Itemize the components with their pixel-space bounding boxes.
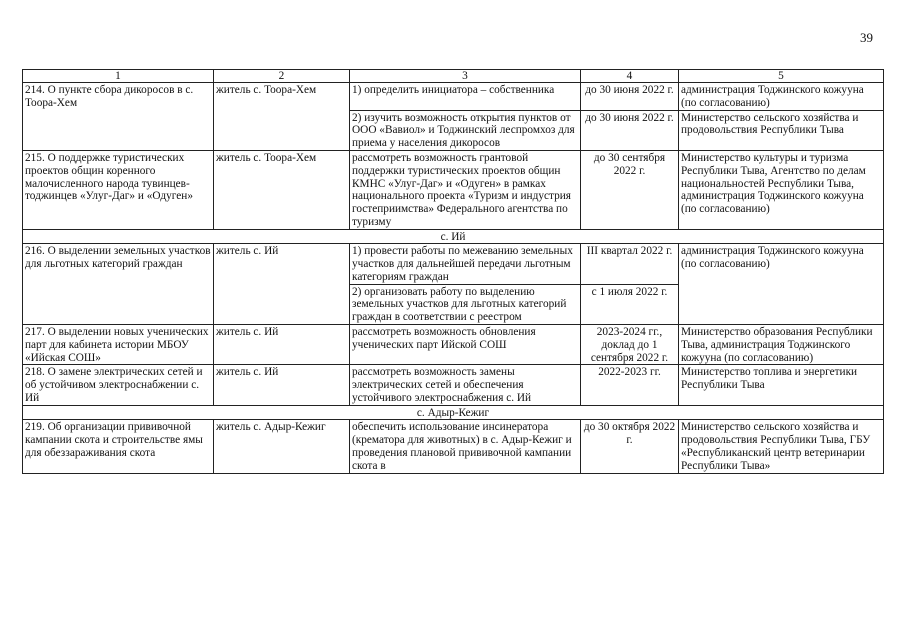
applicant-cell: житель с. Тоора-Хем [214, 150, 350, 229]
table-row [23, 420, 884, 473]
issue-cell: 217. О выделении новых ученических парт для кабинета истории МБОУ «Ийская СОШ» [23, 325, 214, 365]
applicant-cell: житель с. Тоора-Хем [214, 83, 350, 151]
deadline-cell: с 1 июля 2022 г. [581, 284, 679, 324]
section-row [23, 405, 884, 420]
issue-cell: 215. О поддержке туристических проектов общин коренного малочисленного народа тувинцев-тоджинцев «Улуг-Даг» и «Одуген» [23, 150, 214, 229]
measures-table [22, 69, 884, 474]
responsible-cell: администрация Тоджинского кожууна (по согласованию) [679, 83, 884, 111]
deadline-cell: III квартал 2022 г. [581, 244, 679, 284]
table-row [23, 325, 884, 365]
section-title: с. Ий [23, 229, 884, 244]
column-header: 2 [214, 70, 350, 83]
page-number: 39 [860, 30, 873, 45]
responsible-cell: Министерство топлива и энергетики Республики Тыва [679, 365, 884, 405]
action-cell: 1) определить инициатора – собственника [350, 83, 581, 111]
deadline-cell: 2023-2024 гг., доклад до 1 сентября 2022 г. [581, 325, 679, 365]
column-header: 3 [350, 70, 581, 83]
applicant-cell: житель с. Ий [214, 325, 350, 365]
table-row [23, 365, 884, 405]
column-header: 4 [581, 70, 679, 83]
table-row [23, 244, 884, 284]
issue-cell: 218. О замене электрических сетей и об устойчивом электроснабжении с. Ий [23, 365, 214, 405]
responsible-cell: Министерство сельского хозяйства и продовольствия Республики Тыва, ГБУ «Республиканский центр ветеринарии Республики Тыва» [679, 420, 884, 473]
deadline-cell: до 30 июня 2022 г. [581, 110, 679, 150]
applicant-cell: житель с. Ий [214, 365, 350, 405]
header-row [23, 70, 884, 83]
deadline-cell: до 30 октября 2022 г. [581, 420, 679, 473]
action-cell: 1) провести работы по межеванию земельных участков для дальнейшей передачи льготным категориям граждан [350, 244, 581, 284]
table-row [23, 83, 884, 111]
issue-cell: 219. Об организации прививочной кампании скота и строительстве ямы для обеззараживания скота [23, 420, 214, 473]
responsible-cell: Министерство культуры и туризма Республики Тыва, Агентство по делам национальностей Республики Тыва, администрация Тоджинского кожууна (по согласованию) [679, 150, 884, 229]
deadline-cell: 2022-2023 гг. [581, 365, 679, 405]
issue-cell: 216. О выделении земельных участков для льготных категорий граждан [23, 244, 214, 325]
action-cell: рассмотреть возможность обновления ученических парт Ийской СОШ [350, 325, 581, 365]
responsible-cell: администрация Тоджинского кожууна (по согласованию) [679, 244, 884, 325]
action-cell: рассмотреть возможность замены электрических сетей и обеспечения устойчивого электроснабжения с. Ий [350, 365, 581, 405]
responsible-cell: Министерство образования Республики Тыва, администрация Тоджинского кожууна (по согласованию) [679, 325, 884, 365]
action-cell: 2) организовать работу по выделению земельных участков для льготных категорий граждан в соответствии с реестром [350, 284, 581, 324]
responsible-cell: Министерство сельского хозяйства и продовольствия Республики Тыва [679, 110, 884, 150]
deadline-cell: до 30 сентября 2022 г. [581, 150, 679, 229]
applicant-cell: житель с. Ий [214, 244, 350, 325]
table-row [23, 150, 884, 229]
action-cell: рассмотреть возможность грантовой поддержки туристических проектов общин КМНС «Улуг-Даг» и «Одуген» в рамках национального проекта «Туризм и индустрия гостеприимства» Федерального агентства по туризму [350, 150, 581, 229]
column-header: 1 [23, 70, 214, 83]
action-cell: обеспечить использование инсинератора (крематора для животных) в с. Адыр-Кежиг и проведения плановой прививочной кампании скота в [350, 420, 581, 473]
applicant-cell: житель с. Адыр-Кежиг [214, 420, 350, 473]
section-title: с. Адыр-Кежиг [23, 405, 884, 420]
deadline-cell: до 30 июня 2022 г. [581, 83, 679, 111]
issue-cell: 214. О пункте сбора дикоросов в с. Тоора-Хем [23, 83, 214, 151]
column-header: 5 [679, 70, 884, 83]
section-row [23, 229, 884, 244]
action-cell: 2) изучить возможность открытия пунктов от ООО «Вавиол» и Тоджинский леспромхоз для приема у населения дикоросов [350, 110, 581, 150]
